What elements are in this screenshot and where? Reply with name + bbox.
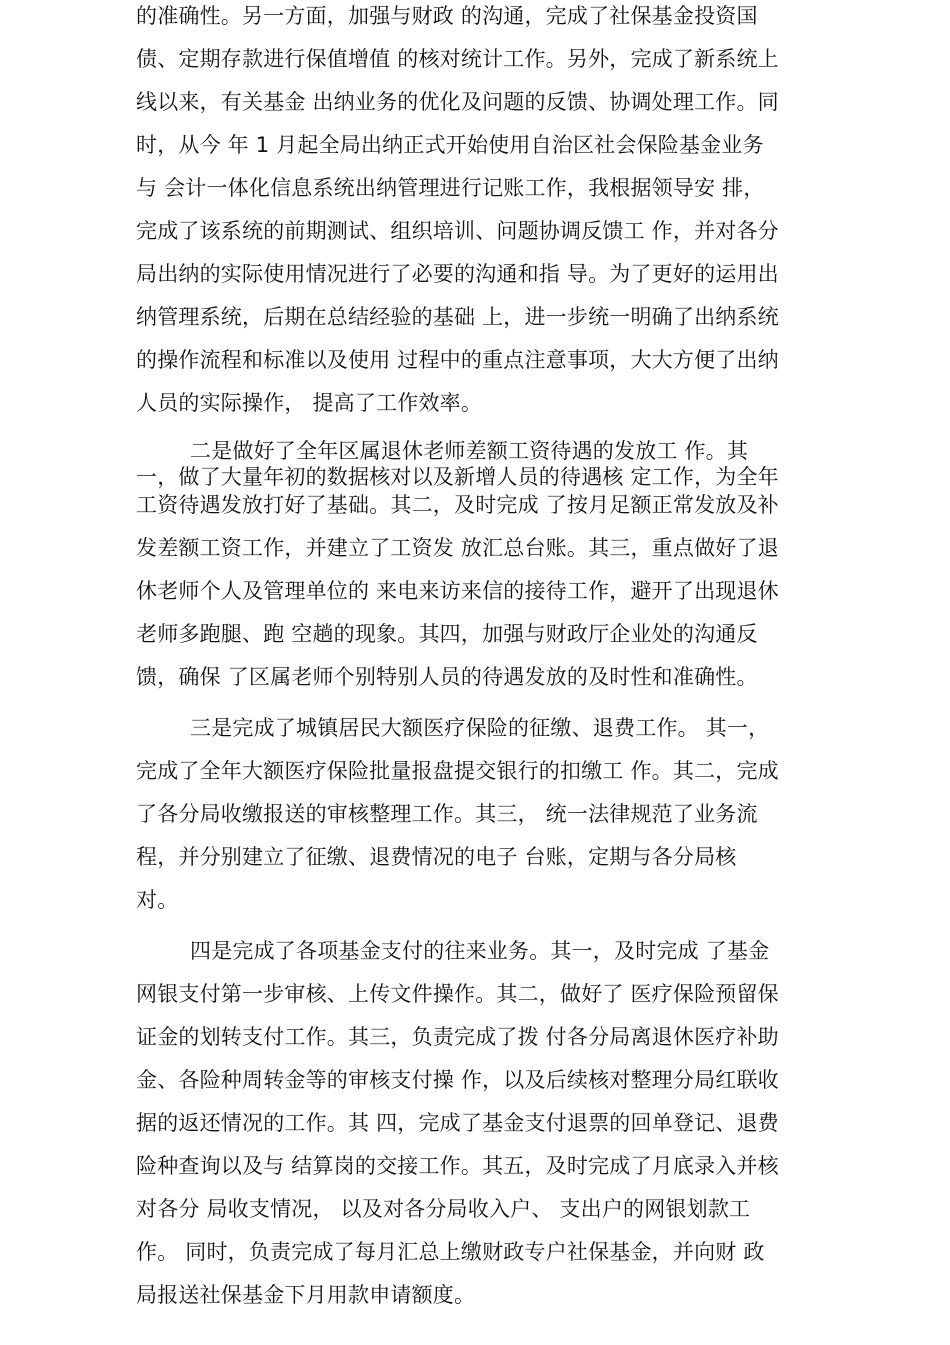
text-line: 发差额工资工作，并建立了工资发 放汇总台账。其三，重点做好了退 bbox=[136, 536, 779, 560]
text-line: 的操作流程和标准以及使用 过程中的重点注意事项，大大方便了出纳 bbox=[136, 348, 779, 372]
text-line: 线以来，有关基金 出纳业务的优化及问题的反馈、协调处理工作。同 bbox=[136, 90, 779, 114]
text-line: 馈，确保 了区属老师个别特别人员的待遇发放的及时性和准确性。 bbox=[136, 665, 758, 689]
text-line: 完成了全年大额医疗保险批量报盘提交银行的扣缴工 作。其二，完成 bbox=[136, 759, 779, 783]
text-line: 对。 bbox=[136, 888, 179, 912]
text-line: 完成了该系统的前期测试、组织培训、问题协调反馈工 作，并对各分 bbox=[136, 219, 779, 243]
text-line: 对各分 局收支情况， 以及对各分局收入户、 支出户的网银划款工 bbox=[136, 1197, 751, 1221]
text-line: 人员的实际操作， 提高了工作效率。 bbox=[136, 391, 483, 415]
text-line: 债、定期存款进行保值增值 的核对统计工作。另外，完成了新系统上 bbox=[136, 47, 779, 71]
text-line: 老师多跑腿、跑 空趟的现象。其四，加强与财政厅企业处的沟通反 bbox=[136, 622, 758, 646]
text-line: 时，从今 年 1 月起全局出纳正式开始使用自治区社会保险基金业务 bbox=[136, 133, 764, 157]
text-line: 一，做了大量年初的数据核对以及新增人员的待遇核 定工作，为全年 bbox=[136, 465, 779, 489]
text-line: 局出纳的实际使用情况进行了必要的沟通和指 导。为了更好的运用出 bbox=[136, 262, 779, 286]
text-line: 休老师个人及管理单位的 来电来访来信的接待工作，避开了出现退休 bbox=[136, 579, 779, 603]
text-line: 据的返还情况的工作。其 四，完成了基金支付退票的回单登记、退费 bbox=[136, 1111, 779, 1135]
text-line: 纳管理系统，后期在总结经验的基础 上，进一步统一明确了出纳系统 bbox=[136, 305, 779, 329]
text-line: 工资待遇发放打好了基础。其二，及时完成 了按月足额正常发放及补 bbox=[136, 493, 779, 517]
text-line: 证金的划转支付工作。其三，负责完成了拨 付各分局离退休医疗补助 bbox=[136, 1025, 779, 1049]
text-line: 局报送社保基金下月用款申请额度。 bbox=[136, 1283, 476, 1307]
text-line: 网银支付第一步审核、上传文件操作。其二，做好了 医疗保险预留保 bbox=[136, 982, 779, 1006]
text-line: 二是做好了全年区属退休老师差额工资待遇的发放工 作。其 bbox=[190, 439, 749, 463]
text-line: 三是完成了城镇居民大额医疗保险的征缴、退费工作。 其一， bbox=[190, 716, 770, 740]
text-line: 的准确性。另一方面，加强与财政 的沟通，完成了社保基金投资国 bbox=[136, 4, 758, 28]
text-line: 四是完成了各项基金支付的往来业务。其一，及时完成 了基金 bbox=[190, 939, 770, 963]
text-line: 程，并分别建立了征缴、退费情况的电子 台账，定期与各分局核 bbox=[136, 845, 737, 869]
text-line: 险种查询以及与 结算岗的交接工作。其五，及时完成了月底录入并核 bbox=[136, 1154, 779, 1178]
text-line: 金、各险种周转金等的审核支付操 作，以及后续核对整理分局红联收 bbox=[136, 1068, 779, 1092]
text-line: 了各分局收缴报送的审核整理工作。其三， 统一法律规范了业务流 bbox=[136, 802, 758, 826]
text-line: 与 会计一体化信息系统出纳管理进行记账工作，我根据领导安 排， bbox=[136, 176, 765, 200]
text-line: 作。 同时，负责完成了每月汇总上缴财政专户社保基金，并向财 政 bbox=[136, 1240, 765, 1264]
